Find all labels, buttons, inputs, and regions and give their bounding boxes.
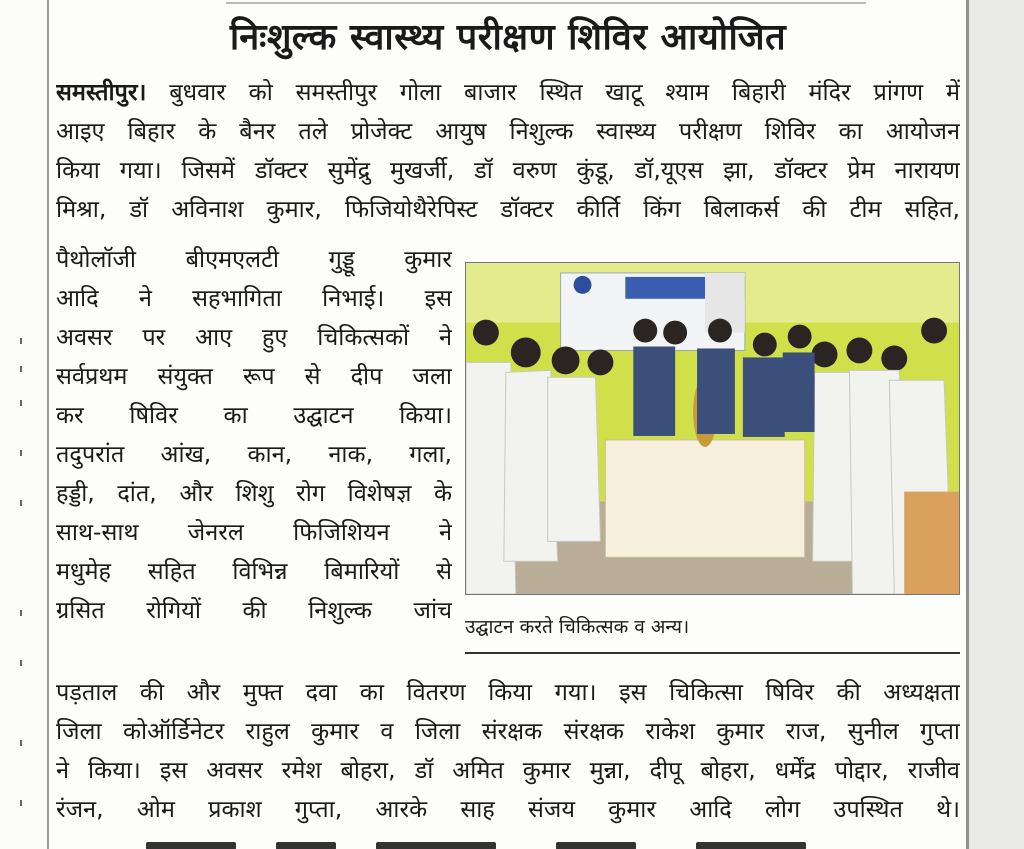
margin-mark — [20, 366, 22, 372]
body-line: ग्रसित रोगियों की निशुल्क जांच — [56, 596, 452, 624]
foreground-figure — [904, 492, 959, 594]
caption-rule — [465, 652, 960, 654]
margin-mark — [20, 338, 22, 344]
margin-mark — [20, 400, 22, 406]
inauguration-photo-illustration — [466, 263, 959, 594]
article-headline: निःशुल्क स्वास्थ्य परीक्षण शिविर आयोजित — [229, 17, 787, 58]
body-line: हड्डी, दांत, और शिशु रोग विशेषज्ञ के — [56, 479, 452, 507]
margin-mark — [20, 450, 22, 456]
previous-article-edge — [226, 0, 866, 4]
body-line: तदुपरांत आंख, कान, नाक, गला, — [56, 440, 452, 468]
body-line: मिश्रा, डॉ अविनाश कुमार, फिजियोथैरेपिस्ट डॉक्टर कीर्ति किंग बिलाकर्स की टीम सहित, — [56, 195, 960, 223]
margin-mark — [20, 610, 22, 616]
body-line: मधुमेह सहित विभिन्न बिमारियों से — [56, 557, 452, 585]
banner-logo — [574, 276, 592, 294]
news-article — [56, 0, 960, 849]
photo-table — [605, 440, 804, 557]
body-line: अवसर पर आए हुए चिकित्सकों ने — [56, 323, 452, 351]
body-line: सर्वप्रथम संयुक्त रूप से दीप जला — [56, 362, 452, 390]
margin-mark — [20, 740, 22, 746]
body-line: आदि ने सहभागिता निभाई। इस — [56, 284, 452, 312]
body-text: बुधवार को समस्तीपुर गोला बाजार स्थित खाटू श्याम बिहारी मंदिर प्रांगण में — [146, 78, 960, 106]
margin-mark — [20, 660, 22, 666]
column-divider-left — [47, 0, 49, 849]
page-right-margin — [969, 0, 1024, 849]
next-article-edge — [56, 838, 960, 849]
margin-mark — [20, 800, 22, 806]
dateline: समस्तीपुर। — [56, 78, 147, 106]
page-left-margin — [0, 0, 46, 849]
body-line: रंजन, ओम प्रकाश गुप्ता, आरके साह संजय कुमार आदि लोग उपस्थित थे। — [56, 795, 960, 823]
body-line: जिला कोऑर्डिनेटर राहुल कुमार व जिला संरक्षक संरक्षक राकेश कुमार राज, सुनील गुप्ता — [56, 717, 960, 745]
body-line: पैथोलॉजी बीएमएलटी गुड्डू कुमार — [56, 245, 452, 273]
body-line: पड़ताल की और मुफ्त दवा का वितरण किया गया। इस चिकित्सा षिविर की अध्यक्षता — [56, 678, 960, 706]
guests-dark-clothes — [633, 346, 814, 436]
news-photo — [465, 262, 960, 595]
body-line: आइए बिहार के बैनर तले प्रोजेक्ट आयुष निशुल्क स्वास्थ्य परीक्षण शिविर का आयोजन — [56, 117, 960, 145]
body-line: किया गया। जिसमें डॉक्टर सुमेंद्रु मुखर्जी, डॉ वरुण कुंडू, डॉ,यूएस झा, डॉक्टर प्रेम नारायण — [56, 156, 960, 184]
body-line: साथ-साथ जेनरल फिजिशियन ने — [56, 518, 452, 546]
body-line: ने किया। इस अवसर रमेश बोहरा, डॉ अमित कुमार मुन्ना, दीपू बोहरा, धर्मेंद्र पोद्दार, राजीव — [56, 756, 960, 784]
body-line — [56, 74, 960, 110]
photo-caption: उद्घाटन करते चिकित्सक व अन्य। — [465, 616, 690, 638]
body-line: कर षिविर का उद्घाटन किया। — [56, 401, 452, 429]
margin-mark — [20, 500, 22, 506]
